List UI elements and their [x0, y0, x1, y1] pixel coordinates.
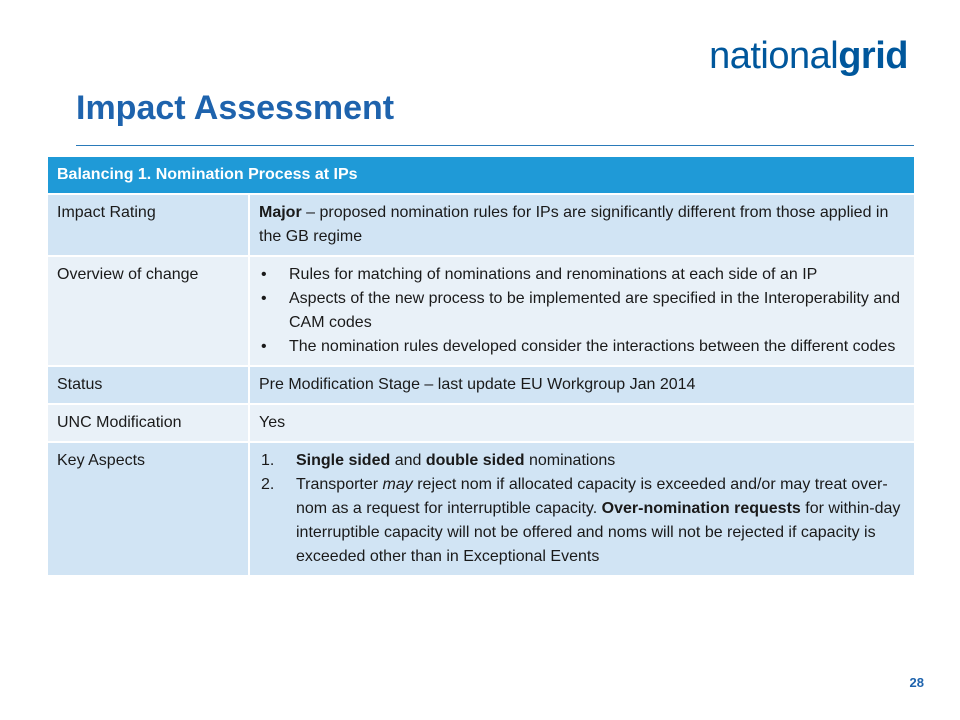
key-aspect-text: for within-day interruptible capacity will not be offered and noms will not be rejected if capacity is exceeded other than in Exceptional Events: [296, 500, 901, 565]
impact-assessment-table: [48, 157, 914, 577]
status-label: Status: [48, 366, 249, 404]
overview-bullet: • Aspects of the new process to be implemented are specified in the Interoperability and CAM codes: [259, 287, 905, 335]
key-aspect-item: [259, 473, 905, 569]
national-grid-logo: [709, 34, 908, 78]
table-row-overview: [48, 256, 914, 366]
impact-rating-label: Impact Rating: [48, 194, 249, 256]
key-aspect-italic: may: [382, 476, 413, 493]
unc-modification-label: UNC Modification: [48, 404, 249, 442]
key-aspect-text: nominations: [524, 452, 616, 469]
logo-national-text: national: [709, 35, 839, 77]
key-aspect-item: [259, 449, 905, 473]
key-aspect-text: and: [390, 452, 426, 469]
table-row-status: [48, 366, 914, 404]
table-row-key-aspects: [48, 442, 914, 576]
title-divider: [76, 145, 914, 146]
overview-bullet-list: [259, 263, 905, 359]
key-aspect-number: 1.: [261, 452, 275, 469]
key-aspect-number: 2.: [261, 476, 275, 493]
key-aspect-bold: Over-nomination requests: [601, 500, 801, 517]
key-aspects-list: [259, 449, 905, 569]
key-aspects-value: [249, 442, 914, 576]
overview-label: Overview of change: [48, 256, 249, 366]
table-row-unc-modification: [48, 404, 914, 442]
key-aspect-text: reject nom if allocated capacity is exceeded and/or may treat over-nom as a request for interruptible capacity.: [296, 476, 888, 517]
unc-modification-value: Yes: [249, 404, 914, 442]
status-value: Pre Modification Stage – last update EU Workgroup Jan 2014: [249, 366, 914, 404]
impact-rating-value: [249, 194, 914, 256]
overview-value: [249, 256, 914, 366]
table-header: Balancing 1. Nomination Process at IPs: [48, 157, 914, 194]
impact-rating-text: – proposed nomination rules for IPs are significantly different from those applied in the GB regime: [259, 204, 889, 245]
page-title: Impact Assessment: [76, 89, 395, 127]
key-aspect-bold: double sided: [425, 452, 525, 469]
page-number: 28: [909, 675, 924, 690]
overview-bullet: • Rules for matching of nominations and renominations at each side of an IP: [259, 263, 905, 287]
key-aspects-label: Key Aspects: [48, 442, 249, 576]
overview-bullet: • The nomination rules developed consider the interactions between the different codes: [259, 335, 905, 359]
table-row-impact-rating: [48, 194, 914, 256]
logo-grid-text: grid: [838, 35, 908, 77]
key-aspect-text: Transporter: [296, 476, 383, 493]
key-aspect-bold: Single sided: [296, 452, 391, 469]
impact-rating-lead: Major: [259, 204, 302, 221]
